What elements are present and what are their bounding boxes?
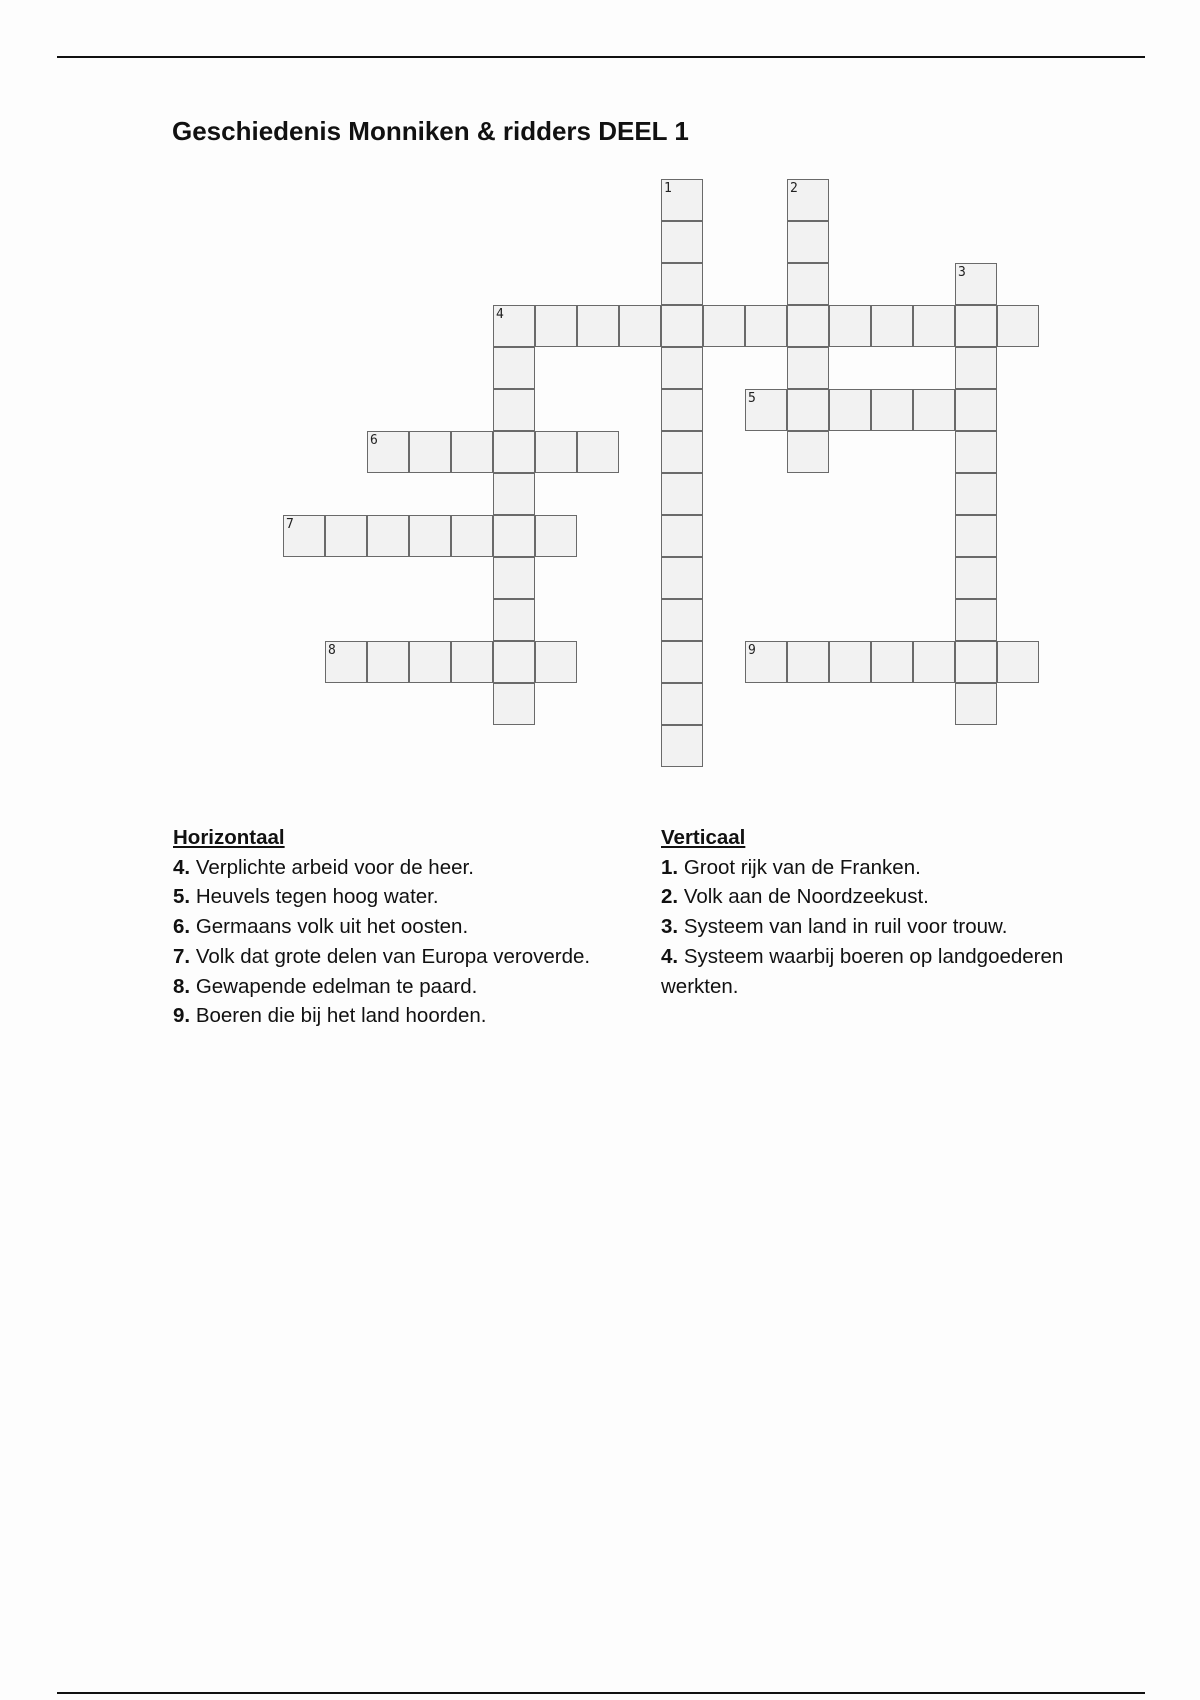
crossword-cell[interactable]	[787, 347, 829, 389]
crossword-cell[interactable]	[493, 473, 535, 515]
clue-across-4: 4. Verplichte arbeid voor de heer.	[173, 855, 474, 879]
crossword-cell[interactable]	[367, 431, 409, 473]
crossword-cell[interactable]	[451, 431, 493, 473]
crossword-cell[interactable]	[787, 389, 829, 431]
crossword-cell[interactable]	[661, 641, 703, 683]
crossword-cell[interactable]	[787, 263, 829, 305]
crossword-cell[interactable]	[787, 221, 829, 263]
crossword-cell[interactable]	[619, 305, 661, 347]
crossword-cell[interactable]	[493, 347, 535, 389]
crossword-cell[interactable]	[661, 431, 703, 473]
crossword-cell[interactable]	[913, 389, 955, 431]
clue-across-5: 5. Heuvels tegen hoog water.	[173, 885, 439, 909]
crossword-cell[interactable]	[787, 305, 829, 347]
crossword-cell[interactable]	[955, 683, 997, 725]
crossword-cell[interactable]	[661, 557, 703, 599]
crossword-cell[interactable]	[913, 641, 955, 683]
crossword-cell[interactable]	[745, 389, 787, 431]
clue-across-8: 8. Gewapende edelman te paard.	[173, 974, 478, 998]
down-heading: Verticaal	[661, 826, 746, 849]
clue-number: 6	[370, 433, 378, 448]
crossword-cell[interactable]	[745, 305, 787, 347]
crossword-cell[interactable]	[325, 641, 367, 683]
clue-number: 3	[958, 265, 966, 280]
crossword-cell[interactable]	[955, 473, 997, 515]
crossword-cell[interactable]	[367, 641, 409, 683]
crossword-cell[interactable]	[703, 305, 745, 347]
crossword-cell[interactable]	[661, 473, 703, 515]
crossword-cell[interactable]	[535, 305, 577, 347]
clue-number: 7	[286, 517, 294, 532]
crossword-cell[interactable]	[745, 641, 787, 683]
footer-rule	[57, 1692, 1145, 1694]
crossword-cell[interactable]	[955, 389, 997, 431]
crossword-cell[interactable]	[829, 305, 871, 347]
crossword-cell[interactable]	[787, 431, 829, 473]
clue-number: 1	[664, 181, 672, 196]
clue-number: 9	[748, 643, 756, 658]
crossword-cell[interactable]	[661, 683, 703, 725]
crossword-cell[interactable]	[535, 641, 577, 683]
crossword-cell[interactable]	[661, 599, 703, 641]
clue-down-2: 2. Volk aan de Noordzeekust.	[661, 885, 929, 909]
crossword-cell[interactable]	[661, 725, 703, 767]
crossword-cell[interactable]	[871, 641, 913, 683]
crossword-grid	[0, 0, 1200, 800]
crossword-cell[interactable]	[955, 599, 997, 641]
crossword-cell[interactable]	[955, 431, 997, 473]
crossword-cell[interactable]	[955, 305, 997, 347]
crossword-cell[interactable]	[493, 305, 535, 347]
crossword-cell[interactable]	[955, 263, 997, 305]
clue-number: 4	[496, 307, 504, 322]
clue-across-6: 6. Germaans volk uit het oosten.	[173, 915, 469, 939]
crossword-cell[interactable]	[661, 263, 703, 305]
crossword-cell[interactable]	[955, 641, 997, 683]
crossword-cell[interactable]	[997, 305, 1039, 347]
crossword-cell[interactable]	[325, 515, 367, 557]
crossword-cell[interactable]	[997, 641, 1039, 683]
crossword-cell[interactable]	[829, 641, 871, 683]
crossword-cell[interactable]	[493, 641, 535, 683]
crossword-cell[interactable]	[409, 515, 451, 557]
crossword-cell[interactable]	[955, 515, 997, 557]
crossword-cell[interactable]	[661, 389, 703, 431]
clue-across-9: 9. Boeren die bij het land hoorden.	[173, 1004, 487, 1028]
crossword-cell[interactable]	[955, 557, 997, 599]
crossword-cell[interactable]	[493, 599, 535, 641]
crossword-cell[interactable]	[493, 683, 535, 725]
across-heading: Horizontaal	[173, 826, 285, 849]
crossword-cell[interactable]	[535, 431, 577, 473]
crossword-cell[interactable]	[577, 305, 619, 347]
crossword-cell[interactable]	[955, 347, 997, 389]
crossword-cell[interactable]	[493, 431, 535, 473]
clue-across-7: 7. Volk dat grote delen van Europa veroverde.	[173, 944, 591, 968]
crossword-cell[interactable]	[451, 515, 493, 557]
clue-number: 2	[790, 181, 798, 196]
down-clues	[661, 823, 1121, 1001]
clue-down-3: 3. Systeem van land in ruil voor trouw.	[661, 915, 1008, 939]
crossword-cell[interactable]	[787, 641, 829, 683]
crossword-cell[interactable]	[787, 179, 829, 221]
crossword-cell[interactable]	[871, 305, 913, 347]
clue-number: 8	[328, 643, 336, 658]
crossword-cell[interactable]	[829, 389, 871, 431]
crossword-cell[interactable]	[661, 347, 703, 389]
crossword-cell[interactable]	[409, 431, 451, 473]
crossword-cell[interactable]	[493, 389, 535, 431]
crossword-cell[interactable]	[493, 515, 535, 557]
crossword-cell[interactable]	[661, 221, 703, 263]
crossword-cell[interactable]	[661, 515, 703, 557]
crossword-cell[interactable]	[283, 515, 325, 557]
clue-number: 5	[748, 391, 756, 406]
crossword-cell[interactable]	[493, 557, 535, 599]
across-clues	[173, 823, 643, 1031]
crossword-cell[interactable]	[367, 515, 409, 557]
crossword-cell[interactable]	[661, 305, 703, 347]
crossword-cell[interactable]	[409, 641, 451, 683]
crossword-cell[interactable]	[451, 641, 493, 683]
crossword-cell[interactable]	[577, 431, 619, 473]
clue-down-1: 1. Groot rijk van de Franken.	[661, 855, 921, 879]
page-title: Geschiedenis Monniken & ridders DEEL 1	[172, 116, 689, 146]
crossword-cell[interactable]	[913, 305, 955, 347]
crossword-cell[interactable]	[871, 389, 913, 431]
crossword-cell[interactable]	[535, 515, 577, 557]
crossword-cell[interactable]	[661, 179, 703, 221]
clue-down-4: 4. Systeem waarbij boeren op landgoederen werkten.	[661, 944, 1064, 998]
